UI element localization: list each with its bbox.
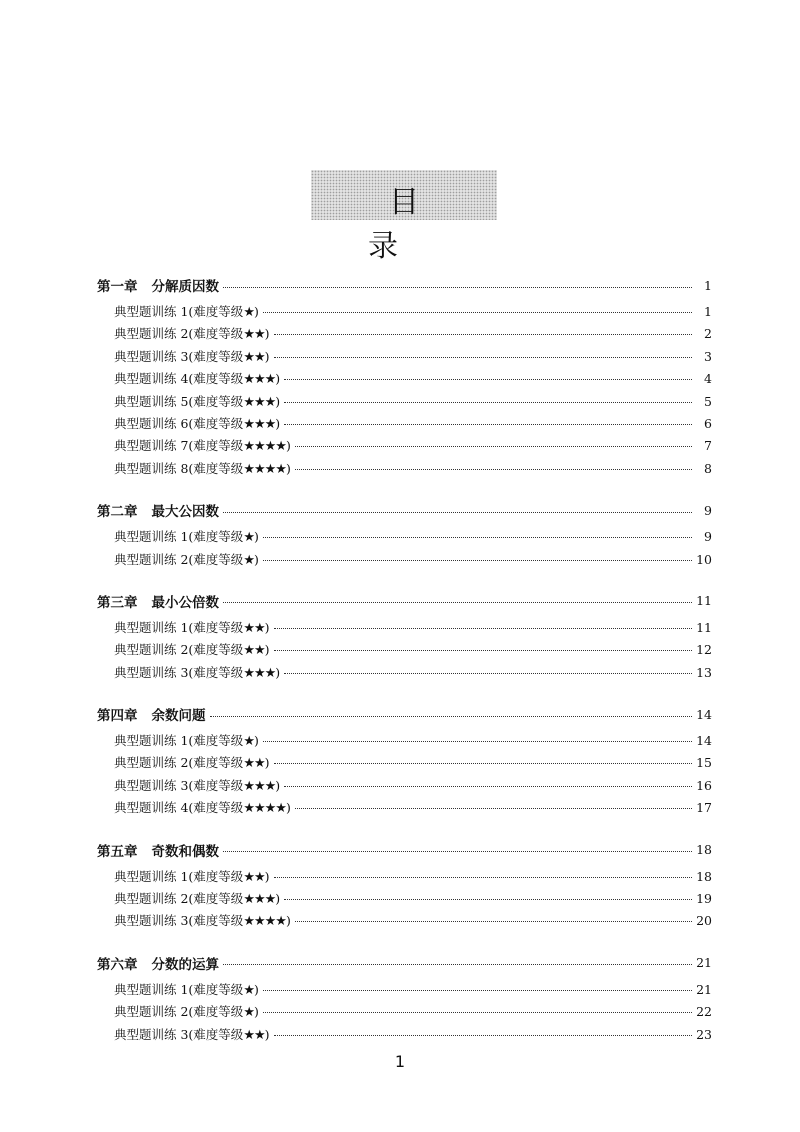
leader-dots — [223, 287, 692, 288]
difficulty-stars: ★★★ — [243, 665, 276, 681]
leader-dots — [223, 964, 692, 965]
section-title — [114, 798, 291, 816]
chapter-name: 最小公倍数 — [151, 594, 219, 611]
toc-section-row[interactable] — [97, 527, 712, 549]
section-label: 典型题训练 3(难度等级 — [114, 348, 244, 364]
difficulty-stars: ★★ — [243, 349, 265, 365]
chapter-heading — [97, 953, 219, 973]
section-label: 典型题训练 3(难度等级 — [114, 913, 244, 929]
section-label: 典型题训练 7(难度等级 — [114, 438, 244, 454]
table-of-contents — [97, 268, 712, 1047]
section-page: 17 — [696, 800, 712, 816]
leader-dots — [263, 560, 692, 561]
section-label: 典型题训练 4(难度等级 — [114, 800, 244, 816]
chapter-heading — [97, 704, 206, 724]
section-title — [114, 889, 280, 907]
difficulty-stars: ★★ — [243, 869, 265, 885]
toc-section-row[interactable] — [97, 369, 712, 391]
leader-dots — [274, 763, 692, 764]
toc-section-row[interactable] — [97, 911, 712, 933]
section-label: 典型题训练 1(难度等级 — [114, 733, 244, 749]
section-page: 22 — [696, 1004, 712, 1020]
toc-section-row[interactable] — [97, 867, 712, 889]
leader-dots — [263, 537, 692, 538]
section-page: 7 — [704, 438, 712, 454]
leader-dots — [274, 334, 692, 335]
toc-title: 目 录 — [368, 185, 461, 264]
leader-dots — [263, 741, 692, 742]
section-label-close: ) — [275, 891, 281, 907]
section-page: 18 — [696, 868, 712, 884]
section-page: 20 — [696, 913, 712, 929]
section-title — [114, 324, 270, 342]
leader-dots — [263, 990, 692, 991]
section-page: 13 — [696, 664, 712, 680]
section-label: 典型题训练 2(难度等级 — [114, 1004, 244, 1020]
difficulty-stars: ★★ — [243, 620, 265, 636]
chapter-number: 第五章 — [97, 843, 138, 860]
toc-section-row[interactable] — [97, 414, 712, 436]
section-title — [114, 618, 270, 636]
section-title — [114, 550, 259, 568]
toc-section-row[interactable] — [97, 302, 712, 324]
difficulty-stars: ★ — [243, 982, 254, 998]
leader-dots — [274, 1035, 692, 1036]
chapter-heading — [97, 275, 219, 295]
leader-dots — [284, 899, 692, 900]
section-label-close: ) — [275, 664, 281, 680]
section-label: 典型题训练 8(难度等级 — [114, 460, 244, 476]
section-page: 12 — [696, 642, 712, 658]
section-label: 典型题训练 2(难度等级 — [114, 551, 244, 567]
difficulty-stars: ★ — [243, 530, 254, 546]
difficulty-stars: ★★★ — [243, 892, 276, 908]
section-label: 典型题训练 2(难度等级 — [114, 891, 244, 907]
section-page: 23 — [696, 1026, 712, 1042]
section-page: 11 — [696, 619, 712, 635]
section-label: 典型题训练 6(难度等级 — [114, 415, 244, 431]
section-label-close: ) — [253, 1004, 259, 1020]
section-label-close: ) — [275, 371, 281, 387]
leader-dots — [274, 628, 692, 629]
toc-chapter-row[interactable] — [97, 946, 712, 980]
chapter-name: 奇数和偶数 — [151, 843, 219, 860]
leader-dots — [284, 673, 692, 674]
section-page: 19 — [696, 891, 712, 907]
section-title — [114, 911, 291, 929]
section-title — [114, 369, 280, 387]
section-label: 典型题训练 4(难度等级 — [114, 371, 244, 387]
section-label: 典型题训练 1(难度等级 — [114, 529, 244, 545]
section-page: 10 — [696, 551, 712, 567]
section-label: 典型题训练 3(难度等级 — [114, 1026, 244, 1042]
difficulty-stars: ★★ — [243, 756, 265, 772]
toc-title-box — [311, 170, 497, 264]
section-page: 4 — [704, 371, 712, 387]
section-title — [114, 867, 270, 885]
section-title — [114, 731, 259, 749]
toc-section-row[interactable] — [97, 436, 712, 458]
chapter-page: 18 — [696, 842, 712, 858]
section-label-close: ) — [264, 868, 270, 884]
difficulty-stars: ★★ — [243, 327, 265, 343]
section-label-close: ) — [264, 642, 270, 658]
section-label-close: ) — [253, 733, 259, 749]
section-label-close: ) — [285, 913, 291, 929]
chapter-page: 14 — [696, 706, 712, 722]
toc-section-row[interactable] — [97, 392, 712, 414]
section-title — [114, 776, 280, 794]
difficulty-stars: ★★★★ — [243, 914, 286, 930]
toc-section-row[interactable] — [97, 618, 712, 640]
section-label: 典型题训练 1(难度等级 — [114, 981, 244, 997]
chapter-number: 第二章 — [97, 504, 138, 521]
toc-chapter-row[interactable] — [97, 268, 712, 302]
section-page: 16 — [696, 777, 712, 793]
chapter-heading — [97, 591, 219, 611]
difficulty-stars: ★★★ — [243, 416, 276, 432]
chapter-page: 9 — [704, 502, 712, 518]
leader-dots — [295, 446, 692, 447]
section-label-close: ) — [285, 460, 291, 476]
section-label: 典型题训练 1(难度等级 — [114, 304, 244, 319]
section-title — [114, 347, 270, 365]
leader-dots — [223, 602, 692, 603]
difficulty-stars: ★ — [243, 305, 254, 320]
section-label: 典型题训练 2(难度等级 — [114, 755, 244, 771]
section-page: 2 — [704, 326, 712, 342]
section-label-close: ) — [253, 981, 259, 997]
section-page: 9 — [704, 529, 712, 545]
difficulty-stars: ★★★★ — [243, 461, 286, 477]
leader-dots — [223, 851, 692, 852]
leader-dots — [295, 469, 692, 470]
section-page: 5 — [704, 393, 712, 409]
chapter-page: 1 — [704, 277, 712, 293]
section-title — [114, 753, 270, 771]
section-page: 14 — [696, 733, 712, 749]
toc-section-row[interactable] — [97, 459, 712, 481]
leader-dots — [284, 424, 692, 425]
section-label-close: ) — [264, 755, 270, 771]
section-title — [114, 436, 291, 454]
leader-dots — [263, 1012, 692, 1013]
section-label: 典型题训练 1(难度等级 — [114, 868, 244, 884]
section-title — [114, 527, 259, 545]
page-number: 1 — [394, 1052, 406, 1071]
section-label: 典型题训练 3(难度等级 — [114, 664, 244, 680]
section-label-close: ) — [264, 326, 270, 342]
section-title — [114, 414, 280, 432]
leader-dots — [284, 402, 692, 403]
difficulty-stars: ★★ — [243, 1027, 265, 1043]
toc-section-row[interactable] — [97, 640, 712, 662]
section-label: 典型题训练 2(难度等级 — [114, 326, 244, 342]
difficulty-stars: ★★★★ — [243, 801, 286, 817]
section-page: 3 — [704, 348, 712, 364]
section-label-close: ) — [285, 800, 291, 816]
difficulty-stars: ★★ — [243, 643, 265, 659]
section-label-close: ) — [253, 551, 259, 567]
section-label: 典型题训练 5(难度等级 — [114, 393, 244, 409]
section-title — [114, 459, 291, 477]
leader-dots — [223, 512, 692, 513]
section-label-close: ) — [253, 529, 259, 545]
section-label-close: ) — [264, 619, 270, 635]
difficulty-stars: ★ — [243, 552, 254, 568]
section-page: 15 — [696, 755, 712, 771]
difficulty-stars: ★ — [243, 1005, 254, 1021]
section-title — [114, 302, 259, 320]
toc-section-row[interactable] — [97, 347, 712, 369]
leader-dots — [295, 808, 692, 809]
chapter-name: 分数的运算 — [151, 956, 219, 973]
chapter-number: 第三章 — [97, 594, 138, 611]
toc-section-row[interactable] — [97, 798, 712, 820]
leader-dots — [295, 921, 692, 922]
chapter-page: 21 — [696, 955, 712, 971]
section-label-close: ) — [264, 1026, 270, 1042]
section-title — [114, 1025, 270, 1043]
leader-dots — [284, 786, 692, 787]
toc-chapter-row[interactable] — [97, 833, 712, 867]
toc-chapter-row[interactable] — [97, 584, 712, 618]
section-label: 典型题训练 2(难度等级 — [114, 642, 244, 658]
section-title — [114, 392, 280, 410]
leader-dots — [274, 877, 692, 878]
toc-section-row[interactable] — [97, 889, 712, 911]
section-title — [114, 663, 280, 681]
leader-dots — [274, 650, 692, 651]
section-label: 典型题训练 3(难度等级 — [114, 777, 244, 793]
toc-section-row[interactable] — [97, 753, 712, 775]
difficulty-stars: ★★★★ — [243, 439, 286, 455]
difficulty-stars: ★★★ — [243, 372, 276, 388]
chapter-number: 第一章 — [97, 279, 138, 295]
chapter-name: 余数问题 — [151, 708, 206, 725]
chapter-heading — [97, 840, 219, 860]
section-page: 6 — [704, 415, 712, 431]
chapter-heading — [97, 500, 219, 520]
toc-section-row[interactable] — [97, 1002, 712, 1024]
toc-chapter-row[interactable] — [97, 493, 712, 527]
section-label-close: ) — [253, 304, 259, 319]
section-label-close: ) — [264, 348, 270, 364]
difficulty-stars: ★★★ — [243, 778, 276, 794]
section-title — [114, 1002, 259, 1020]
toc-chapter-row[interactable] — [97, 697, 712, 731]
toc-section-row[interactable] — [97, 980, 712, 1002]
toc-section-row[interactable] — [97, 663, 712, 685]
section-title — [114, 980, 259, 998]
toc-section-row[interactable] — [97, 324, 712, 346]
difficulty-stars: ★ — [243, 734, 254, 750]
section-page: 8 — [704, 460, 712, 476]
toc-section-row[interactable] — [97, 776, 712, 798]
toc-section-row[interactable] — [97, 550, 712, 572]
leader-dots — [274, 357, 692, 358]
leader-dots — [284, 379, 692, 380]
chapter-number: 第六章 — [97, 956, 138, 973]
section-label-close: ) — [275, 393, 281, 409]
chapter-page: 11 — [696, 593, 712, 609]
section-page: 1 — [704, 304, 712, 319]
section-label-close: ) — [275, 777, 281, 793]
toc-section-row[interactable] — [97, 731, 712, 753]
section-label-close: ) — [275, 415, 281, 431]
leader-dots — [210, 716, 693, 717]
section-label: 典型题训练 1(难度等级 — [114, 619, 244, 635]
section-title — [114, 640, 270, 658]
section-label-close: ) — [285, 438, 291, 454]
chapter-number: 第四章 — [97, 708, 138, 725]
chapter-name: 最大公因数 — [151, 504, 219, 521]
difficulty-stars: ★★★ — [243, 394, 276, 410]
chapter-name: 分解质因数 — [151, 279, 219, 295]
toc-section-row[interactable] — [97, 1025, 712, 1047]
leader-dots — [263, 312, 692, 313]
section-page: 21 — [696, 981, 712, 997]
